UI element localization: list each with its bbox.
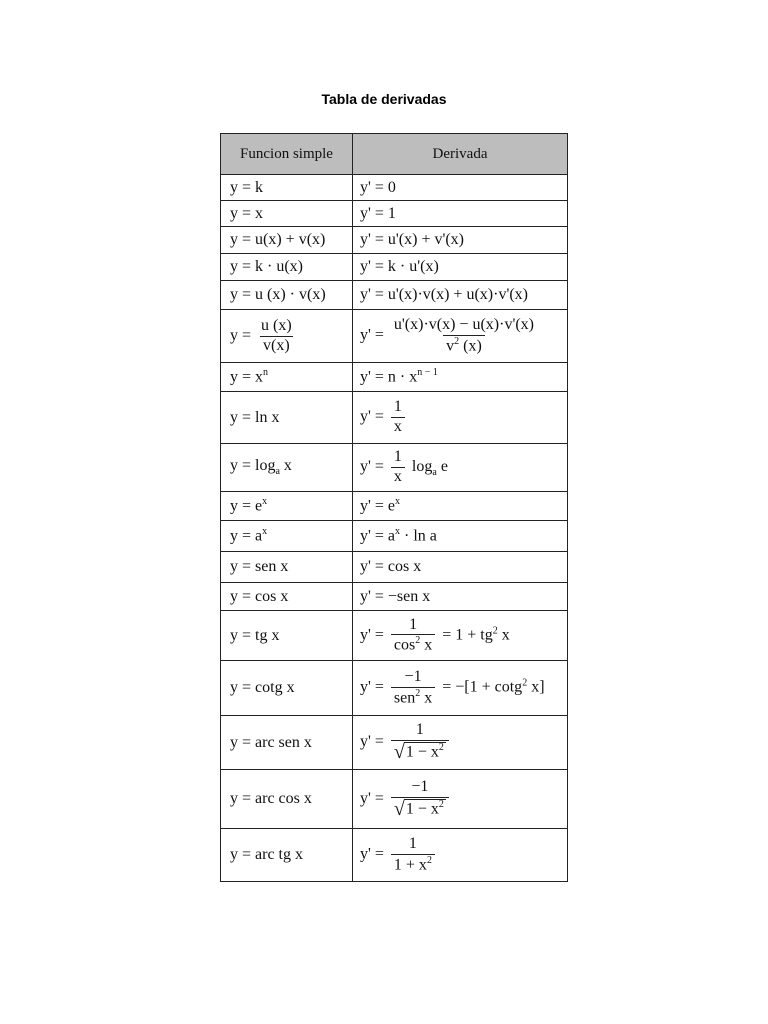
numerator: u (x): [261, 316, 292, 334]
formula-tail: = −[1 + cotg: [438, 678, 523, 696]
formula-base: y = x: [230, 368, 264, 386]
denominator: [391, 797, 449, 820]
derivative-cell: [353, 829, 568, 882]
header-function: Funcion simple: [221, 134, 353, 175]
numerator: 1: [409, 615, 418, 633]
numerator: u'(x)·v(x) − u(x)·v'(x): [393, 316, 534, 334]
formula-text: y = u (x) · v(x): [230, 286, 326, 303]
sqrt-sign: √: [393, 741, 405, 763]
fraction: [391, 399, 405, 436]
fraction: [258, 318, 295, 355]
formula-tail: = 1 + tg: [438, 626, 493, 644]
superscript: n: [263, 367, 269, 379]
formula-base: y' = a: [360, 527, 396, 545]
subscript: a: [432, 467, 437, 479]
formula-text: y' = u'(x)·v(x) + u(x)·v'(x): [360, 286, 528, 303]
table-row: [221, 583, 568, 611]
function-cell: [221, 310, 353, 363]
fraction: [391, 317, 537, 355]
formula-base: y = a: [230, 527, 263, 545]
formula-text: y = u(x) + v(x): [230, 231, 326, 248]
function-cell: [221, 444, 353, 492]
denominator: $v^2$ (x): [443, 335, 485, 355]
superscript: 2: [492, 624, 498, 636]
formula-lead: y' =: [360, 733, 388, 751]
formula-text: y' = u'(x) + v'(x): [360, 231, 465, 248]
formula-text: y = k: [230, 178, 264, 196]
formula-text: y' = cos x: [360, 558, 422, 575]
formula-text: y = sen x: [230, 558, 289, 575]
table-row: [221, 363, 568, 392]
function-cell: [221, 829, 353, 882]
sqrt: [394, 742, 446, 762]
function-cell: [221, 201, 353, 227]
denominator: sen$^2$ x: [391, 687, 435, 707]
numerator: 1: [408, 835, 417, 853]
formula-text: y = tg x: [230, 626, 280, 644]
function-cell: [221, 521, 353, 552]
formula-lead: y' =: [360, 789, 388, 807]
numerator: 1: [415, 721, 424, 739]
superscript: n − 1: [417, 367, 438, 379]
function-cell: [221, 661, 353, 716]
table-row: [221, 444, 568, 492]
superscript: 2: [438, 742, 444, 753]
derivative-cell: [353, 201, 568, 227]
superscript: x: [262, 496, 268, 508]
derivative-cell: [353, 254, 568, 281]
derivative-cell: [353, 310, 568, 363]
derivative-cell: [353, 770, 568, 829]
subscript: a: [275, 466, 280, 478]
formula-text: y' = −sen x: [360, 587, 431, 605]
derivative-cell: [353, 611, 568, 661]
fraction: [391, 836, 435, 874]
table-row: [221, 310, 568, 363]
superscript: 2: [438, 798, 444, 810]
formula-text: y = k · u(x): [230, 258, 304, 275]
denominator: x: [391, 467, 405, 486]
table-row: [221, 281, 568, 310]
formula-text: y' = 0: [360, 178, 396, 196]
function-cell: [221, 175, 353, 201]
function-cell: [221, 583, 353, 611]
formula-base: y' = e: [360, 497, 396, 515]
formula-pre: log: [407, 458, 433, 476]
table-row: [221, 829, 568, 882]
formula-lead: y' =: [360, 458, 388, 476]
denominator: v(x): [260, 336, 293, 355]
formula-lead: y =: [230, 326, 256, 344]
derivative-cell: [353, 227, 568, 254]
function-cell: [221, 363, 353, 392]
formula-text: y' = k · u'(x): [360, 258, 439, 275]
superscript: 2: [454, 335, 460, 347]
derivative-cell: [353, 521, 568, 552]
formula-text: y' = 1: [360, 204, 396, 222]
denominator: [391, 740, 449, 763]
fraction: [391, 669, 435, 707]
function-cell: [221, 770, 353, 829]
numerator: −1: [404, 668, 422, 686]
derivative-cell: [353, 552, 568, 583]
fraction: [391, 449, 405, 486]
sqrt-body: $1 - x^2$: [405, 742, 444, 761]
formula-text: y = cotg x: [230, 679, 295, 696]
superscript: 2: [522, 677, 528, 689]
derivatives-table: [220, 133, 568, 882]
table-row: [221, 521, 568, 552]
formula-tail: · ln a: [400, 527, 437, 545]
denominator: $\cos^2 x$: [391, 634, 435, 654]
fraction: [391, 779, 449, 820]
table-row: [221, 552, 568, 583]
function-cell: [221, 281, 353, 310]
function-cell: [221, 611, 353, 661]
function-cell: [221, 492, 353, 521]
derivative-cell: [353, 175, 568, 201]
derivative-cell: [353, 661, 568, 716]
formula-tail-end: x: [497, 626, 510, 644]
sqrt: [394, 799, 446, 819]
formula-text: y = x: [230, 204, 264, 222]
superscript: x: [262, 526, 268, 538]
fraction: [391, 617, 435, 655]
derivative-cell: [353, 444, 568, 492]
superscript: 2: [426, 854, 432, 866]
sqrt-sign: √: [393, 797, 405, 820]
function-cell: [221, 254, 353, 281]
numerator: 1: [393, 398, 402, 416]
formula-base: y = e: [230, 497, 263, 515]
formula-text: y = ln x: [230, 408, 280, 426]
formula-base: y' = n · x: [360, 368, 418, 386]
derivative-cell: [353, 392, 568, 444]
formula-lead: y' =: [360, 678, 388, 696]
denominator: $1 + x^2$: [391, 854, 435, 874]
table-row: [221, 661, 568, 716]
numerator: 1: [393, 448, 402, 466]
formula-lead: y' =: [360, 326, 388, 344]
function-cell: [221, 716, 353, 770]
function-cell: [221, 552, 353, 583]
formula-text: y = cos x: [230, 587, 289, 605]
header-derivative: Derivada: [353, 134, 568, 175]
formula-tail-end: x]: [527, 678, 545, 696]
function-cell: [221, 227, 353, 254]
numerator: −1: [411, 777, 429, 795]
page-title: Tabla de derivadas: [321, 91, 447, 107]
formula-lead: y' =: [360, 626, 388, 644]
table-row: [221, 392, 568, 444]
table-row: [221, 770, 568, 829]
table-row: [221, 492, 568, 521]
denominator: x: [391, 417, 405, 436]
table-row: [221, 227, 568, 254]
superscript: 2: [415, 687, 421, 699]
superscript: 2: [415, 635, 421, 647]
formula-lead: y' =: [360, 408, 388, 426]
derivative-cell: [353, 363, 568, 392]
formula-post: x: [279, 457, 292, 475]
table-row: [221, 201, 568, 227]
sqrt-body: $1 - x^2$: [405, 798, 444, 817]
derivative-cell: [353, 583, 568, 611]
formula-text: y = arc sen x: [230, 733, 312, 751]
derivative-cell: [353, 281, 568, 310]
table-row: [221, 611, 568, 661]
table-row: [221, 716, 568, 770]
formula-text: y = arc cos x: [230, 790, 312, 807]
table-row: [221, 175, 568, 201]
formula-pre: y = log: [230, 457, 276, 475]
table-row: [221, 254, 568, 281]
superscript: x: [395, 526, 401, 538]
formula-text: y = arc tg x: [230, 846, 303, 863]
formula-post: e: [436, 458, 448, 476]
function-cell: [221, 392, 353, 444]
superscript: x: [395, 496, 401, 508]
formula-lead: y' =: [360, 845, 388, 863]
fraction: [391, 722, 449, 763]
table-header-row: [221, 134, 568, 175]
derivative-cell: [353, 716, 568, 770]
derivative-cell: [353, 492, 568, 521]
